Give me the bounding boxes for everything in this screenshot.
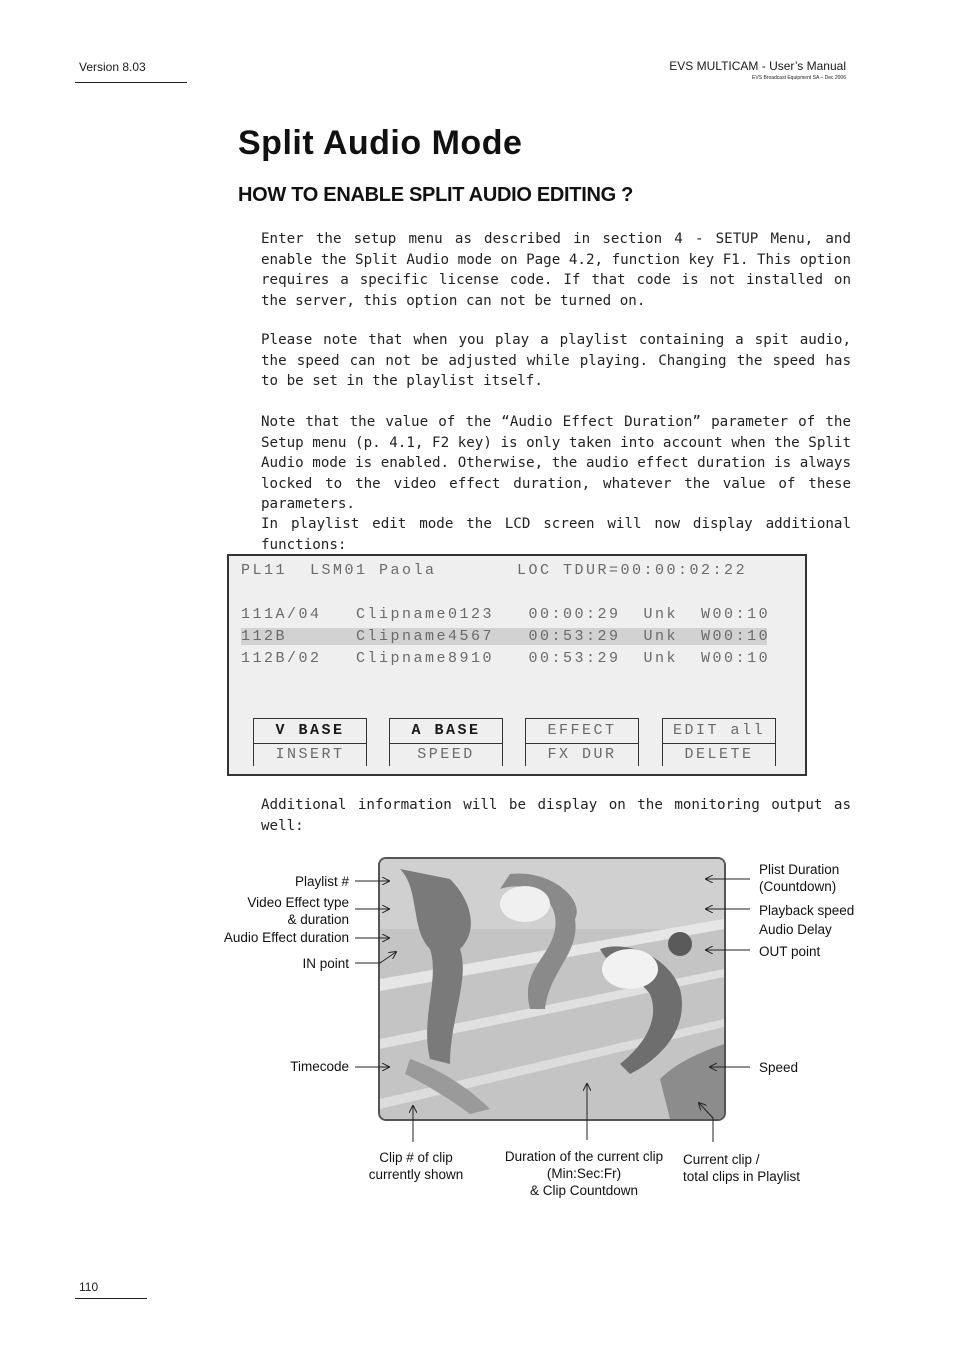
label-current-clip-line2: total clips in Playlist: [683, 1169, 801, 1184]
paragraph-monitor-intro: Additional information will be display on the monitoring output as well:: [261, 797, 851, 834]
label-video-effect-line1: Video Effect type: [247, 895, 349, 910]
label-plist-duration-line1: Plist Duration: [759, 862, 840, 877]
label-clip-number-line2: currently shown: [368, 1167, 464, 1182]
label-current-clip-line1: Current clip /: [683, 1152, 760, 1167]
function-key-top: A BASE: [390, 718, 502, 744]
page-title: Split Audio Mode: [238, 124, 523, 162]
label-plist-duration-line2: (Countdown): [759, 879, 837, 894]
label-audio-effect-duration: Audio Effect duration: [223, 930, 349, 945]
label-clip-duration-line2: (Min:Sec:Fr): [546, 1166, 622, 1181]
label-clip-duration: [494, 1148, 674, 1199]
paragraph-speed-note: Please note that when you play a playlist containing a spit audio, the speed can not be adjusted while playing. Changing the speed has to be set in the playlist itself.: [261, 332, 851, 389]
label-plist-duration: [759, 861, 839, 895]
lcd-row: 112B/02 Clipname8910 00:53:29 Unk W00:10: [241, 650, 771, 667]
section-heading: HOW TO ENABLE SPLIT AUDIO EDITING ?: [238, 184, 634, 206]
function-key-top: V BASE: [254, 718, 366, 744]
paragraph-setup: Enter the setup menu as described in section 4 - SETUP Menu, and enable the Split Audio mode on Page 4.2, function key F1. This option requires a specific license code. If that code is not installed on the server, this option can not be turned on.: [261, 231, 851, 309]
label-speed: Speed: [759, 1060, 799, 1075]
company-line: EVS Broadcast Equipment SA – Dec 2006: [752, 75, 846, 81]
label-audio-delay: Audio Delay: [759, 922, 832, 937]
label-clip-duration-line1: Duration of the current clip: [504, 1149, 664, 1164]
paragraph-audio-effect: Note that the value of the “Audio Effect Duration” parameter of the Setup menu (p. 4.1, F2 key) is only taken into account when the Split Audio mode is enabled. Otherwise, the audio effect duration is always locked to the video effect duration, whatever the value of these parameters.: [261, 414, 851, 512]
function-key-bottom: FX DUR: [547, 746, 617, 763]
label-video-effect-line2: & duration: [287, 912, 349, 927]
function-key-bottom: DELETE: [684, 746, 754, 763]
manual-title: EVS MULTICAM - User’s Manual: [669, 59, 846, 73]
page-number: 110: [79, 1280, 99, 1294]
paragraph-lcd-intro: In playlist edit mode the LCD screen will now display additional functions:: [261, 516, 851, 553]
version-label: Version 8.03: [79, 60, 146, 74]
label-clip-number-line1: Clip # of clip: [379, 1150, 453, 1165]
footer-rule: [75, 1298, 147, 1299]
label-clip-number: [351, 1149, 481, 1183]
label-in-point: IN point: [302, 956, 349, 971]
label-clip-duration-line3: & Clip Countdown: [529, 1183, 639, 1198]
lcd-row-highlighted: 112B Clipname4567 00:53:29 Unk W00:10: [241, 628, 771, 645]
label-playback-speed: Playback speed: [759, 903, 855, 918]
label-current-clip: [683, 1151, 800, 1185]
label-video-effect: [247, 894, 349, 928]
function-key-bottom: INSERT: [275, 746, 345, 763]
lcd-row: 111A/04 Clipname0123 00:00:29 Unk W00:10: [241, 606, 771, 623]
label-playlist-number: Playlist #: [294, 874, 349, 889]
function-key-bottom: SPEED: [417, 746, 475, 763]
label-timecode: Timecode: [290, 1059, 349, 1074]
function-key-top: EFFECT: [526, 718, 638, 744]
label-out-point: OUT point: [759, 944, 821, 959]
function-key-top: EDIT all: [663, 718, 775, 744]
lcd-header-line: PL11 LSM01 Paola LOC TDUR=00:00:02:22: [241, 562, 748, 579]
